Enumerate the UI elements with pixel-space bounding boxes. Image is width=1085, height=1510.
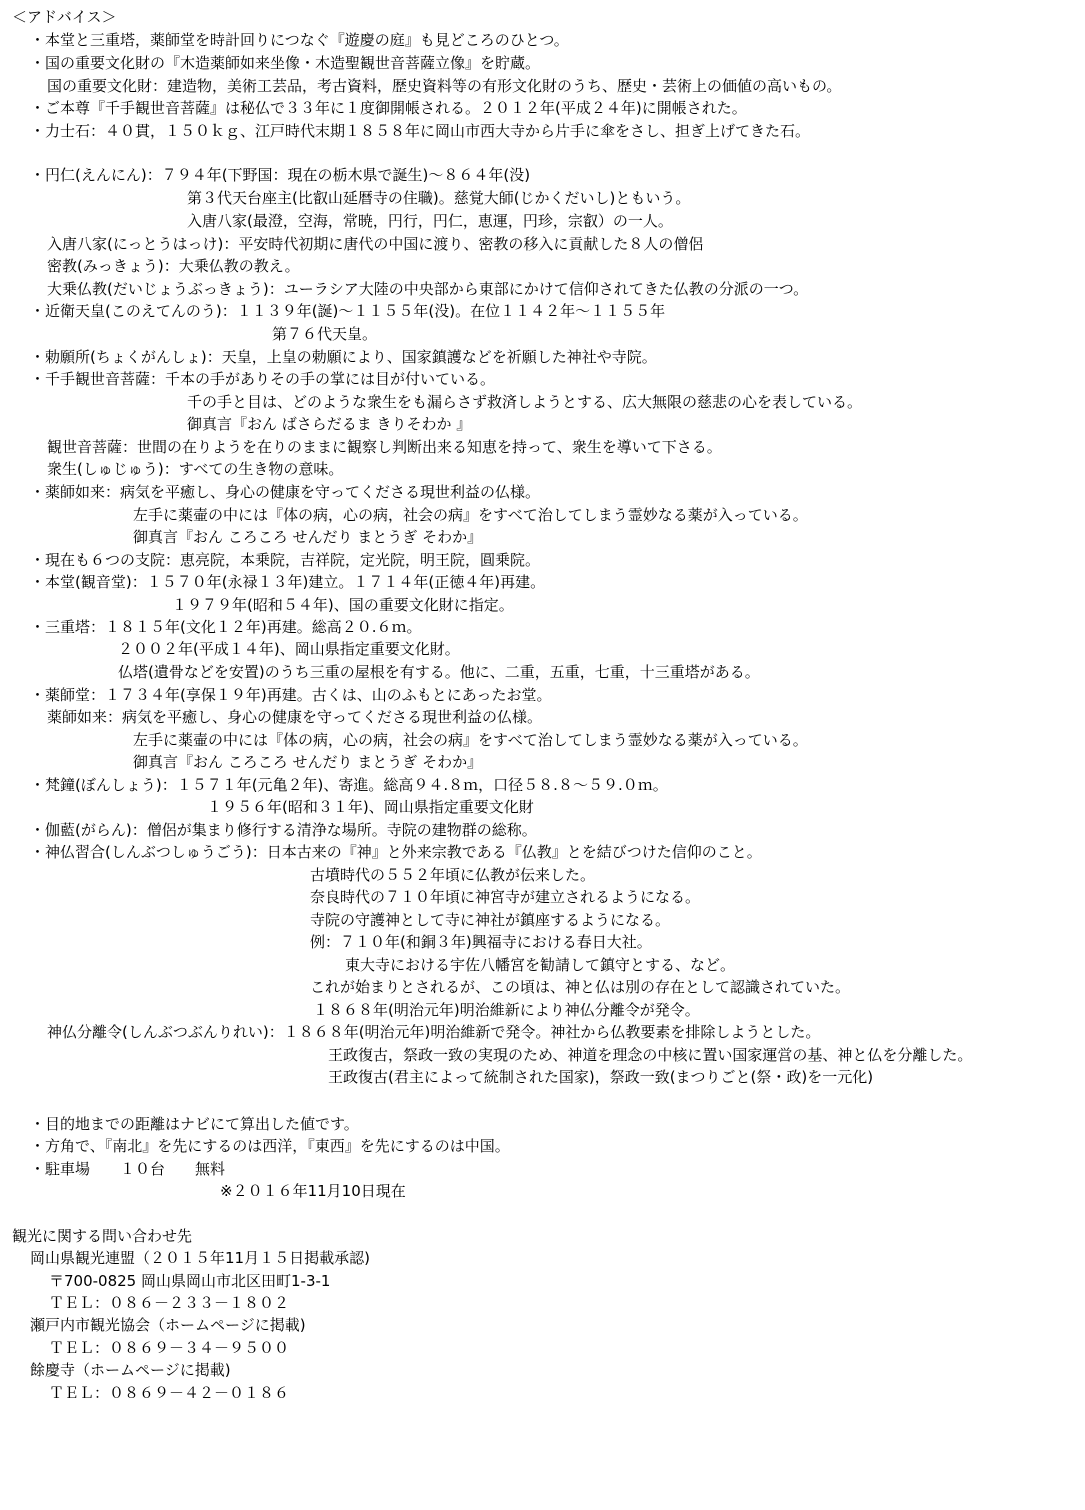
advice-line: 衆生(しゅじゅう)：すべての生き物の意味。 — [47, 460, 344, 478]
advice-line: 御真言『おん ばさらだるま きりそわか 』 — [187, 415, 472, 433]
contact-tel: ＴＥＬ：０８６９－４２－０１８６ — [49, 1384, 290, 1402]
advice-line: ・現在も６つの支院：恵亮院，本乗院，吉祥院，定光院，明王院，圓乗院。 — [30, 551, 541, 569]
advice-line: 神仏分離令(しんぶつぶんりれい)：１８６８年(明治元年)明治維新で発令。神社から仏教要素を排除しようとした。 — [47, 1023, 821, 1041]
advice-line: ・力士石：４０貫，１５０ｋｇ、江戸時代末期１８５８年に岡山市西大寺から片手に傘をさし、担ぎ上げてきた石。 — [30, 122, 811, 140]
advice-line: ２００２年(平成１４年)、岡山県指定重要文化財。 — [118, 640, 460, 658]
advice-line: 左手に薬壷の中には『体の病，心の病，社会の病』をすべて治してしまう霊妙なる薬が入っている。 — [133, 506, 808, 524]
note-line: ・方角で、『南北』を先にするのは西洋，『東西』を先にするのは中国。 — [30, 1137, 510, 1155]
advice-line: ・本堂(観音堂)：１５７０年(永禄１３年)建立。１７１４年(正徳４年)再建。 — [30, 573, 546, 591]
advice-line: ・千手観世音菩薩：千本の手がありその手の掌には目が付いている。 — [30, 370, 496, 388]
advice-line: 入唐八家(にっとうはっけ)：平安時代初期に唐代の中国に渡り、密教の移入に貢献した８人の僧侶 — [47, 235, 704, 253]
advice-line: 御真言『おん ころころ せんだり まとうぎ そわか』 — [133, 753, 483, 771]
contact-org-name: 餘慶寺（ホームページに掲載) — [30, 1361, 231, 1379]
advice-line: 千の手と目は、どのような衆生をも漏らさず救済しようとする、広大無限の慈悲の心を表している。 — [187, 393, 863, 411]
note-line: ・目的地までの距離はナビにて算出した値です。 — [30, 1115, 359, 1133]
advice-line: 東大寺における宇佐八幡宮を勧請して鎮守とする、など。 — [345, 956, 736, 974]
advice-line: ・梵鐘(ぼんしょう)：１５７１年(元亀２年)、寄進。総高９４.８ｍ，口径５８.８～５９.０ｍ。 — [30, 776, 668, 794]
advice-line: 左手に薬壷の中には『体の病，心の病，社会の病』をすべて治してしまう霊妙なる薬が入っている。 — [133, 731, 808, 749]
advice-line: 古墳時代の５５２年頃に仏教が伝来した。 — [310, 866, 596, 884]
advice-line: 第３代天台座主(比叡山延暦寺の住職)。慈覚大師(じかくだいし)ともいう。 — [187, 189, 691, 207]
contact-org-name: 岡山県観光連盟（２０１５年11月１５日掲載承認) — [30, 1249, 370, 1267]
advice-line: 王政復古(君主によって統制された国家)，祭政一致(まつりごと(祭・政)を一元化) — [328, 1068, 874, 1086]
advice-line: １８６８年(明治元年)明治維新により神仏分離令が発令。 — [313, 1001, 700, 1019]
advice-line: 大乗仏教(だいじょうぶっきょう)：ユーラシア大陸の中央部から東部にかけて信仰されてきた仏教の分派の一つ。 — [47, 280, 809, 298]
note-line: ・駐車場 １０台 無料 — [30, 1160, 226, 1178]
contact-tel: ＴＥＬ：０８６－２３３－１８０２ — [49, 1294, 290, 1312]
advice-line: 例：７１０年(和銅３年)興福寺における春日大社。 — [310, 933, 652, 951]
advice-heading: ＜アドバイス＞ — [12, 8, 117, 26]
advice-line: 奈良時代の７１０年頃に神宮寺が建立されるようになる。 — [310, 888, 701, 906]
advice-line: ・神仏習合(しんぶつしゅうごう)：日本古来の『神』と外来宗教である『仏教』とを結びつけた信仰のこと。 — [30, 843, 762, 861]
advice-line: 御真言『おん ころころ せんだり まとうぎ そわか』 — [133, 528, 483, 546]
advice-line: 仏塔(遺骨などを安置)のうち三重の屋根を有する。他に、二重，五重，七重，十三重塔がある。 — [118, 663, 760, 681]
advice-line: ・近衛天皇(このえてんのう)：１１３９年(誕)～１１５５年(没)。在位１１４２年～１１５５年 — [30, 302, 666, 320]
advice-line: 薬師如来：病気を平癒し、身心の健康を守ってくださる現世利益の仏様。 — [47, 708, 543, 726]
contact-address: 〒700-0825 岡山県岡山市北区田町1-3-1 — [49, 1272, 331, 1290]
advice-line: 国の重要文化財：建造物，美術工芸品，考古資料，歴史資料等の有形文化財のうち、歴史・芸術上の価値の高いもの。 — [47, 77, 842, 95]
advice-line: 密教(みっきょう)：大乗仏教の教え。 — [47, 257, 300, 275]
advice-line: ・国の重要文化財の『木造薬師如来坐像・木造聖観世音菩薩立像』を貯蔵。 — [30, 54, 541, 72]
advice-line: 第７６代天皇。 — [272, 325, 378, 343]
advice-line: 寺院の守護神として寺に神社が鎮座するようになる。 — [310, 911, 671, 929]
advice-line: ・三重塔：１８１５年(文化１２年)再建。総高２０.６ｍ。 — [30, 618, 422, 636]
contact-title: 観光に関する問い合わせ先 — [12, 1227, 193, 1245]
advice-line: ・薬師如来：病気を平癒し、身心の健康を守ってくださる現世利益の仏様。 — [30, 483, 541, 501]
advice-line: ・ご本尊『千手観世音菩薩』は秘仏で３３年に１度御開帳される。２０１２年(平成２４年)に開帳された。 — [30, 99, 747, 117]
advice-line: 王政復古，祭政一致の実現のため、神道を理念の中核に置い国家運営の基、神と仏を分離した。 — [328, 1046, 973, 1064]
advice-line: ・本堂と三重塔，薬師堂を時計回りにつなぐ『遊慶の庭』も見どころのひとつ。 — [30, 31, 569, 49]
note-line: ※２０１６年11月10日現在 — [220, 1182, 406, 1200]
advice-line: ・勅願所(ちょくがんしょ)：天皇，上皇の勅願により、国家鎮護などを祈願した神社や寺院。 — [30, 348, 657, 366]
contact-tel: ＴＥＬ：０８６９－３４－９５００ — [49, 1339, 290, 1357]
advice-line: ・伽藍(がらん)：僧侶が集まり修行する清浄な場所。寺院の建物群の総称。 — [30, 821, 537, 839]
advice-line: １９７９年(昭和５４年)、国の重要文化財に指定。 — [172, 596, 514, 614]
advice-line: これが始まりとされるが、この頃は、神と仏は別の存在として認識されていた。 — [310, 978, 851, 996]
advice-line: １９５６年(昭和３１年)、岡山県指定重要文化財 — [207, 798, 534, 816]
advice-line: ・円仁(えんにん)：７９４年(下野国：現在の栃木県で誕生)～８６４年(没) — [30, 166, 531, 184]
advice-line: 入唐八家(最澄，空海，常暁，円行，円仁，恵運，円珍，宗叡）の一人。 — [187, 212, 673, 230]
advice-line: ・薬師堂：１７３４年(享保１９年)再建。古くは、山のふもとにあったお堂。 — [30, 686, 552, 704]
contact-org-name: 瀬戸内市観光協会（ホームページに掲載) — [30, 1316, 306, 1334]
advice-line: 観世音菩薩：世間の在りようを在りのままに観察し判断出来る知恵を持って、衆生を導いて下さる。 — [47, 438, 722, 456]
